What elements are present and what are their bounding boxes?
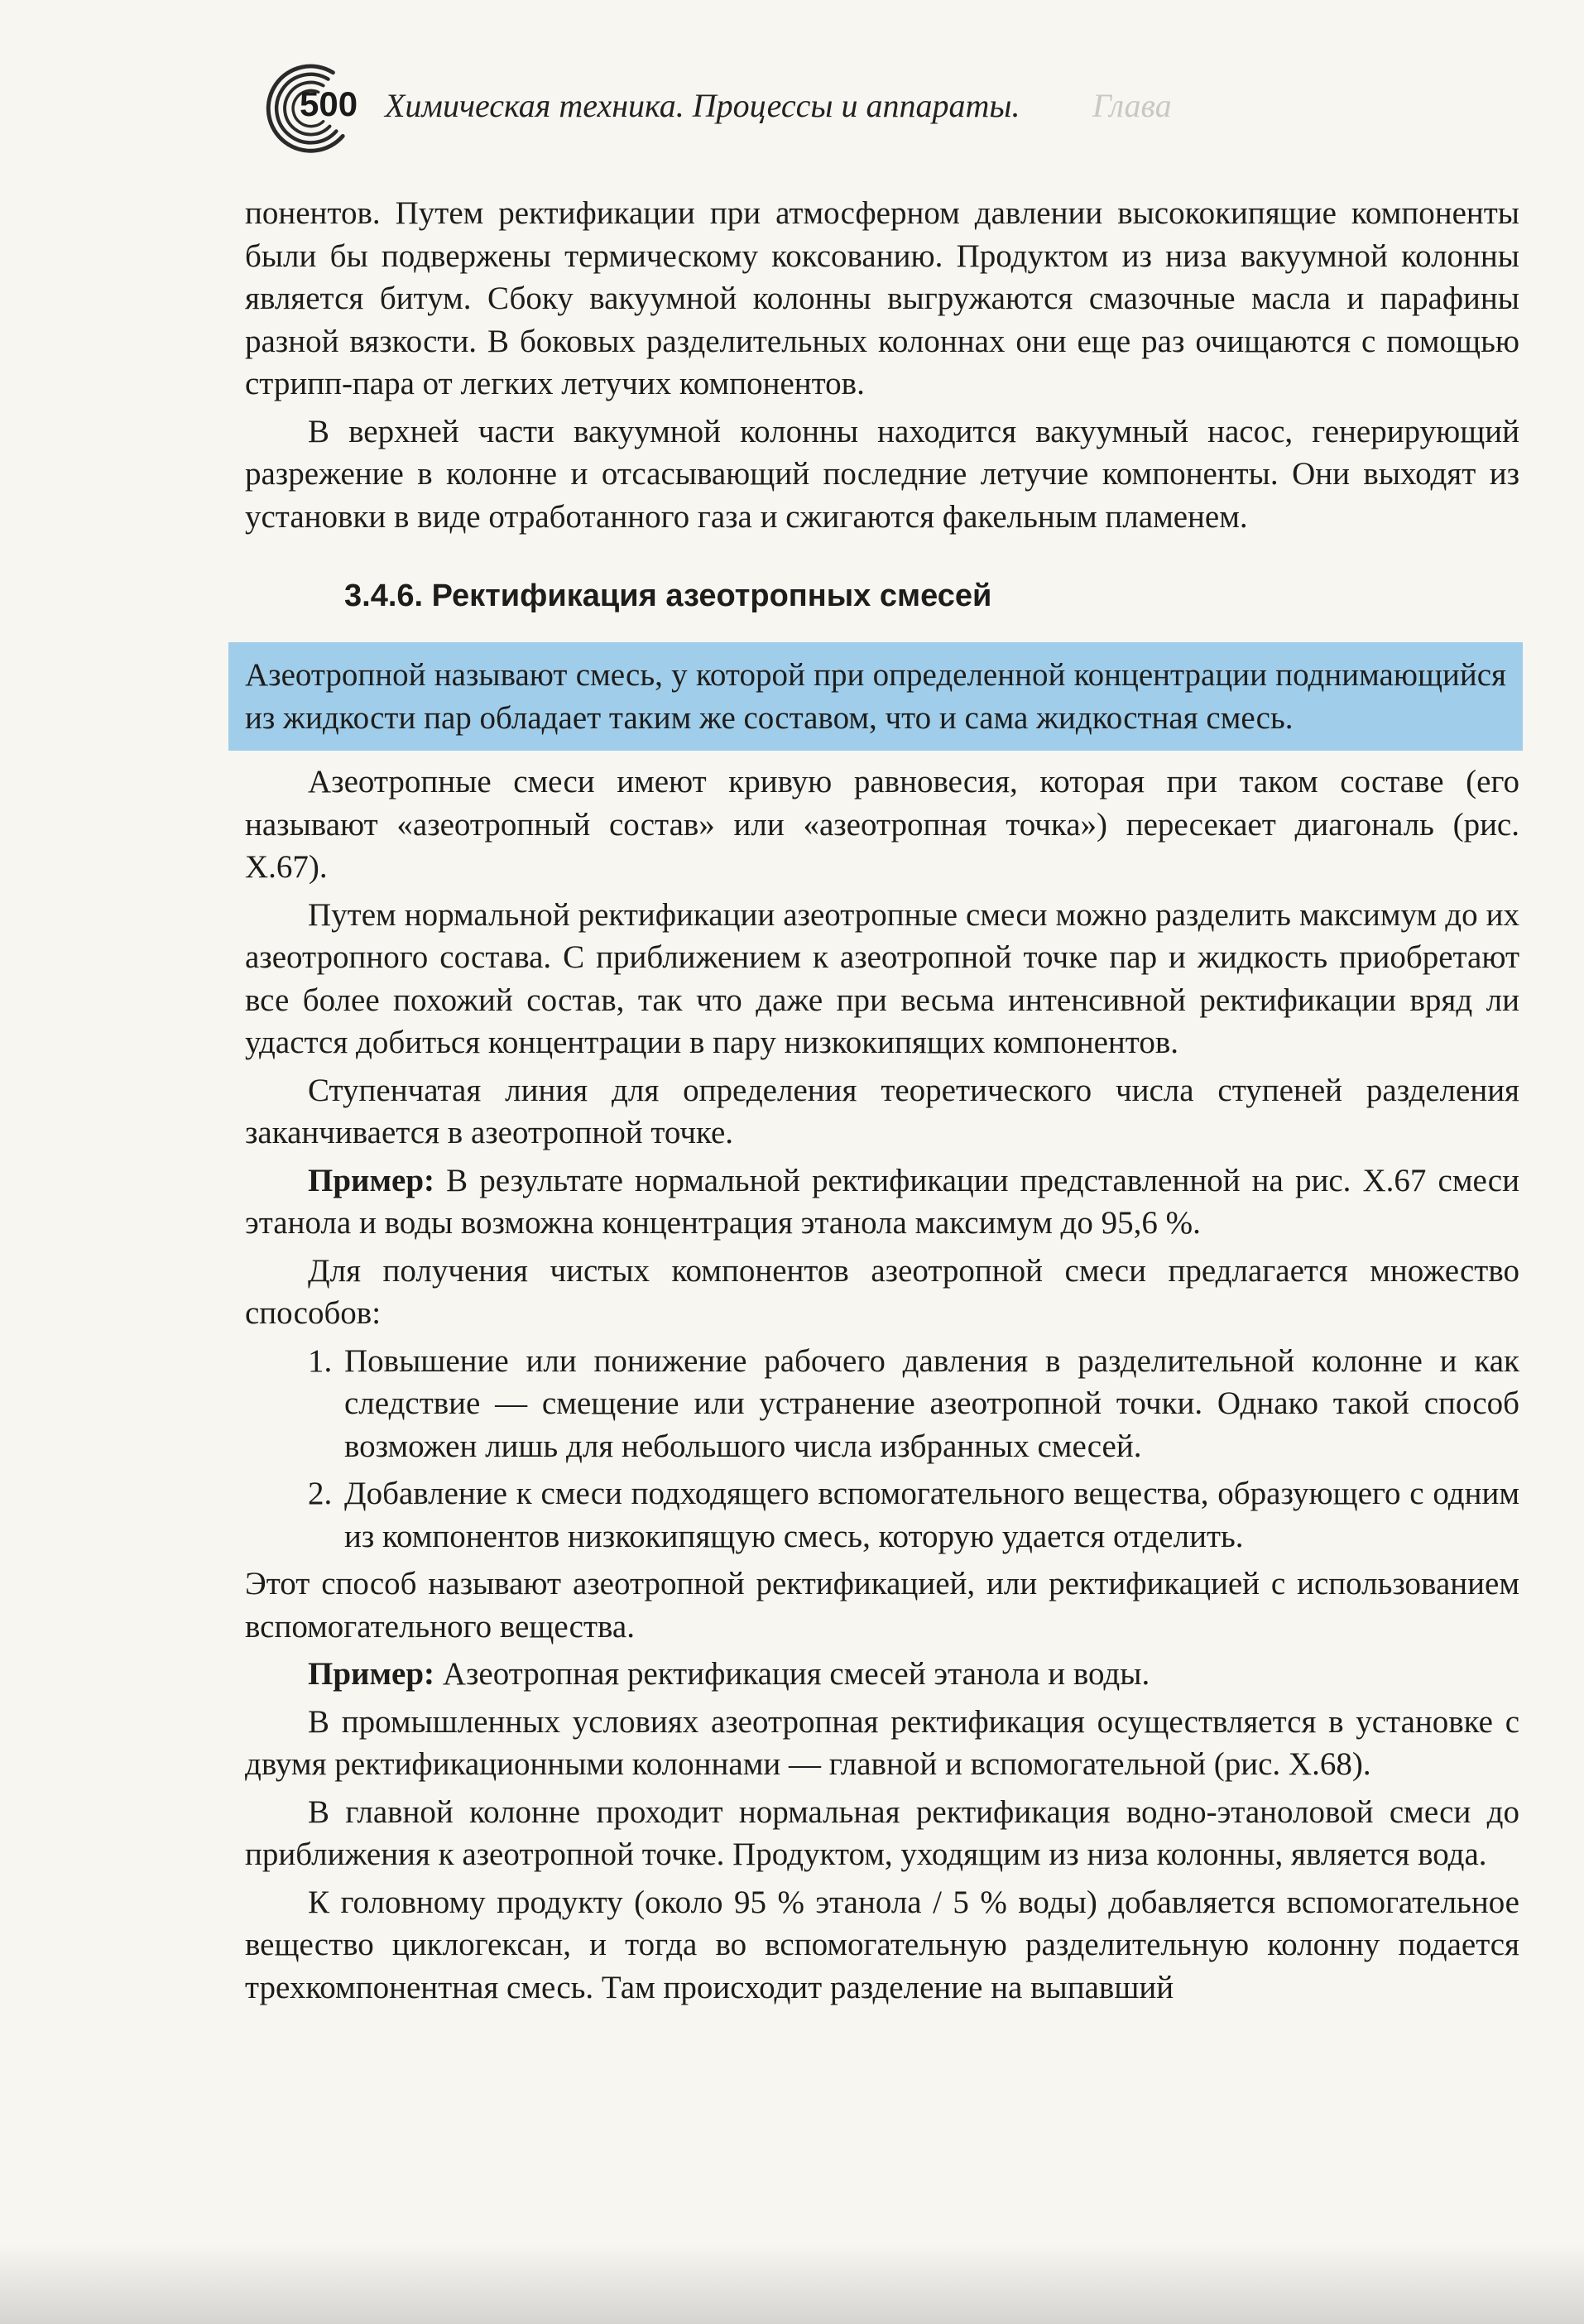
example-label: Пример: bbox=[308, 1162, 435, 1198]
bleed-through-title: Глава bbox=[1092, 87, 1172, 124]
paragraph: В промышленных условиях азеотропная ректификация осуществляется в установке с двумя ректификационными колоннами — главной и вспомогательной (рис. X.68). bbox=[245, 1703, 1519, 1782]
example-label: Пример: bbox=[308, 1656, 435, 1692]
definition-box bbox=[228, 642, 1523, 751]
paragraph: Путем нормальной ректификации азеотропные смеси можно разделить максимум до их азеотропного состава. С приближением к азеотропной точке пар и жидкость приобретают все более похожий состав, так что даже при весьма интенсивной ректификации вряд ли удастся добиться концентрации в пару низкокипящих компонентов. bbox=[245, 896, 1519, 1060]
page-number: 500 bbox=[300, 84, 358, 123]
paragraph: Азеотропные смеси имеют кривую равновесия, которая при таком составе (его называют «азеотропный состав» или «азеотропная точка») пересекает диагональ (рис. X.67). bbox=[245, 764, 1519, 885]
paragraph: Для получения чистых компонентов азеотропной смеси предлагается множество способов: bbox=[245, 1252, 1519, 1331]
paragraph: Этот способ называют азеотропной ректификацией, или ректификацией с использованием вспомогательного вещества. bbox=[245, 1566, 1519, 1645]
page-header bbox=[240, 58, 1481, 149]
list-text: Повышение или понижение рабочего давления в разделительной колонне и как следствие — смещение или устранение азеотропной точки. Однако такой способ возможен лишь для небольшого числа избранных смесей. bbox=[344, 1342, 1519, 1464]
example-paragraph bbox=[245, 1160, 1519, 1245]
scan-edge-shadow bbox=[0, 2245, 1584, 2324]
paragraph: В верхней части вакуумной колонны находится вакуумный насос, генерирующий разрежение в колонне и отсасывающий последние летучие компоненты. Они выходят из установки в виде отработанного газа и сжигаются факельным пламенем. bbox=[245, 413, 1519, 535]
list-item bbox=[245, 1472, 1519, 1558]
page-body bbox=[245, 192, 1519, 2014]
paragraph: понентов. Путем ректификации при атмосферном давлении высококипящие компоненты были бы подвержены термическому коксованию. Продуктом из низа вакуумной колонны является битум. Сбоку вакуумной колонны выгружаются смазочные масла и парафины разной вязкости. В боковых разделительных колоннах они еще раз очищаются с помощью стрипп-пара от легких летучих компонентов. bbox=[245, 195, 1519, 401]
running-title: Химическая техника. Процессы и аппараты. bbox=[385, 87, 1020, 124]
methods-list bbox=[245, 1340, 1519, 1558]
example-text: Азеотропная ректификация смесей этанола и воды. bbox=[434, 1656, 1150, 1692]
example-paragraph bbox=[245, 1653, 1519, 1696]
definition-text: Азеотропной называют смесь, у которой при определенной концентрации поднимающийся из жидкости пар обладает таким же составом, что и сама жидкостная смесь. bbox=[245, 657, 1506, 736]
paragraph: Ступенчатая линия для определения теоретического числа ступеней разделения заканчивается в азеотропной точке. bbox=[245, 1072, 1519, 1150]
example-text: В результате нормальной ректификации представленной на рис. X.67 смеси этанола и воды возможна концентрация этанола максимум до 95,6 %. bbox=[245, 1162, 1519, 1241]
paragraph: К головному продукту (около 95 % этанола / 5 % воды) добавляется вспомогательное вещество циклогексан, и тогда во вспомогательную разделительную колонну подается трехкомпонентная смесь. Там происходит разделение на выпавший bbox=[245, 1884, 1519, 2005]
list-number: 1. bbox=[308, 1342, 333, 1379]
paragraph: В главной колонне проходит нормальная ректификация водно-этаноловой смеси до приближения к азеотропной точке. Продуктом, уходящим из низа колонны, является вода. bbox=[245, 1793, 1519, 1872]
list-text: Добавление к смеси подходящего вспомогательного вещества, образующего с одним из компонентов низкокипящую смесь, которую удается отделить. bbox=[344, 1476, 1519, 1554]
list-number: 2. bbox=[308, 1476, 333, 1511]
list-item bbox=[245, 1340, 1519, 1468]
section-heading: 3.4.6. Ректификация азеотропных смесей bbox=[344, 579, 992, 613]
